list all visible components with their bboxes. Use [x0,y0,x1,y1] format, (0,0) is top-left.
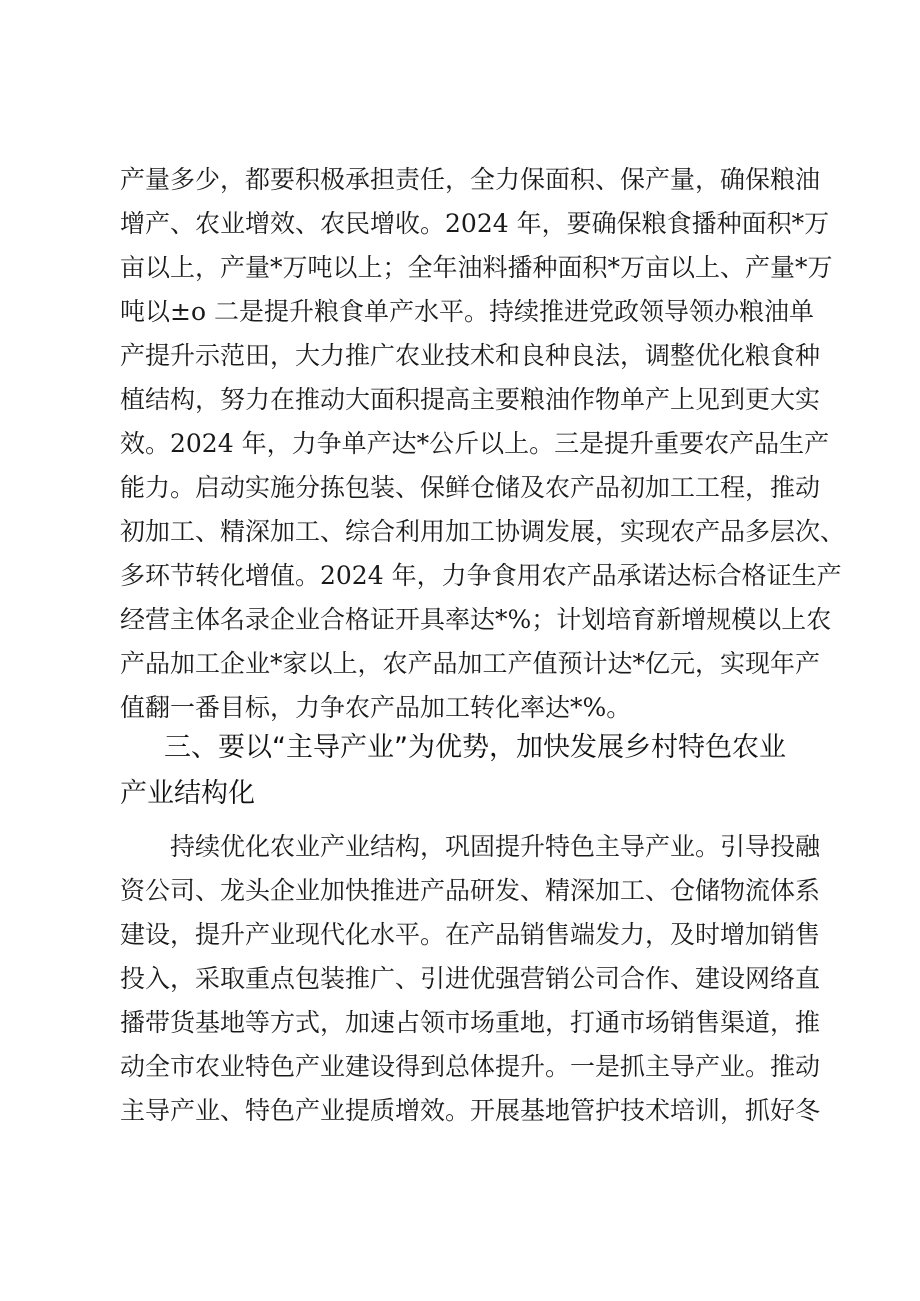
paragraph-line: 多环节转化增值。2024 年，力争食用农产品承诺达标合格证生产 [120,561,842,590]
paragraph-line: 建设，提升产业现代化水平。在产品销售端发力，及时增加销售 [120,920,821,949]
paragraph-line: 播带货基地等方式，加速占领市场重地，打通市场销售渠道，推 [120,1008,821,1037]
paragraph-line: 吨以±o 二是提升粮食单产水平。持续推进党政领导领办粮油单 [120,297,814,326]
paragraph-line: 产量多少，都要积极承担责任，全力保面积、保产量，确保粮油 [120,165,821,194]
paragraph-line: 亩以上，产量*万吨以上；全年油料播种面积*万亩以上、产量*万 [120,253,833,282]
paragraph-line: 产提升示范田，大力推广农业技术和良种良法，调整优化粮食种 [120,341,821,370]
paragraph-line: 初加工、精深加工、综合利用加工协调发展，实现农产品多层次、 [120,517,846,546]
paragraph-line: 值翻一番目标，力争农产品加工转化率达*%。 [120,693,632,722]
paragraph-line: 经营主体名录企业合格证开具率达*%；计划培育新增规模以上农 [120,605,832,634]
paragraph-line: 增产、农业增效、农民增收。2024 年，要确保粮食播种面积*万 [120,209,830,238]
section-heading-3 [120,725,820,817]
heading-line: 产业结构化 [120,778,255,809]
paragraph-industry-structure [120,825,821,1133]
heading-line: 三、要以“主导产业”为优势，加快发展乡村特色农业 [164,732,786,763]
paragraph-line: 植结构，努力在推动大面积提高主要粮油作物单产上见到更大实 [120,385,821,414]
paragraph-grain-production [120,158,846,730]
paragraph-line: 投入，采取重点包装推广、引进优强营销公司合作、建设网络直 [120,964,821,993]
paragraph-line: 产品加工企业*家以上，农产品加工产值预计达*亿元，实现年产 [120,649,821,678]
paragraph-line: 持续优化农业产业结构，巩固提升特色主导产业。引导投融 [170,832,821,861]
paragraph-line: 动全市农业特色产业建设得到总体提升。一是抓主导产业。推动 [120,1052,821,1081]
paragraph-line: 效。2024 年，力争单产达*公斤以上。三是提升重要农产品生产 [120,429,830,458]
paragraph-line: 主导产业、特色产业提质增效。开展基地管护技术培训，抓好冬 [120,1096,821,1125]
paragraph-line: 能力。启动实施分拣包装、保鲜仓储及农产品初加工工程，推动 [120,473,821,502]
paragraph-line: 资公司、龙头企业加快推进产品研发、精深加工、仓储物流体系 [120,876,821,905]
